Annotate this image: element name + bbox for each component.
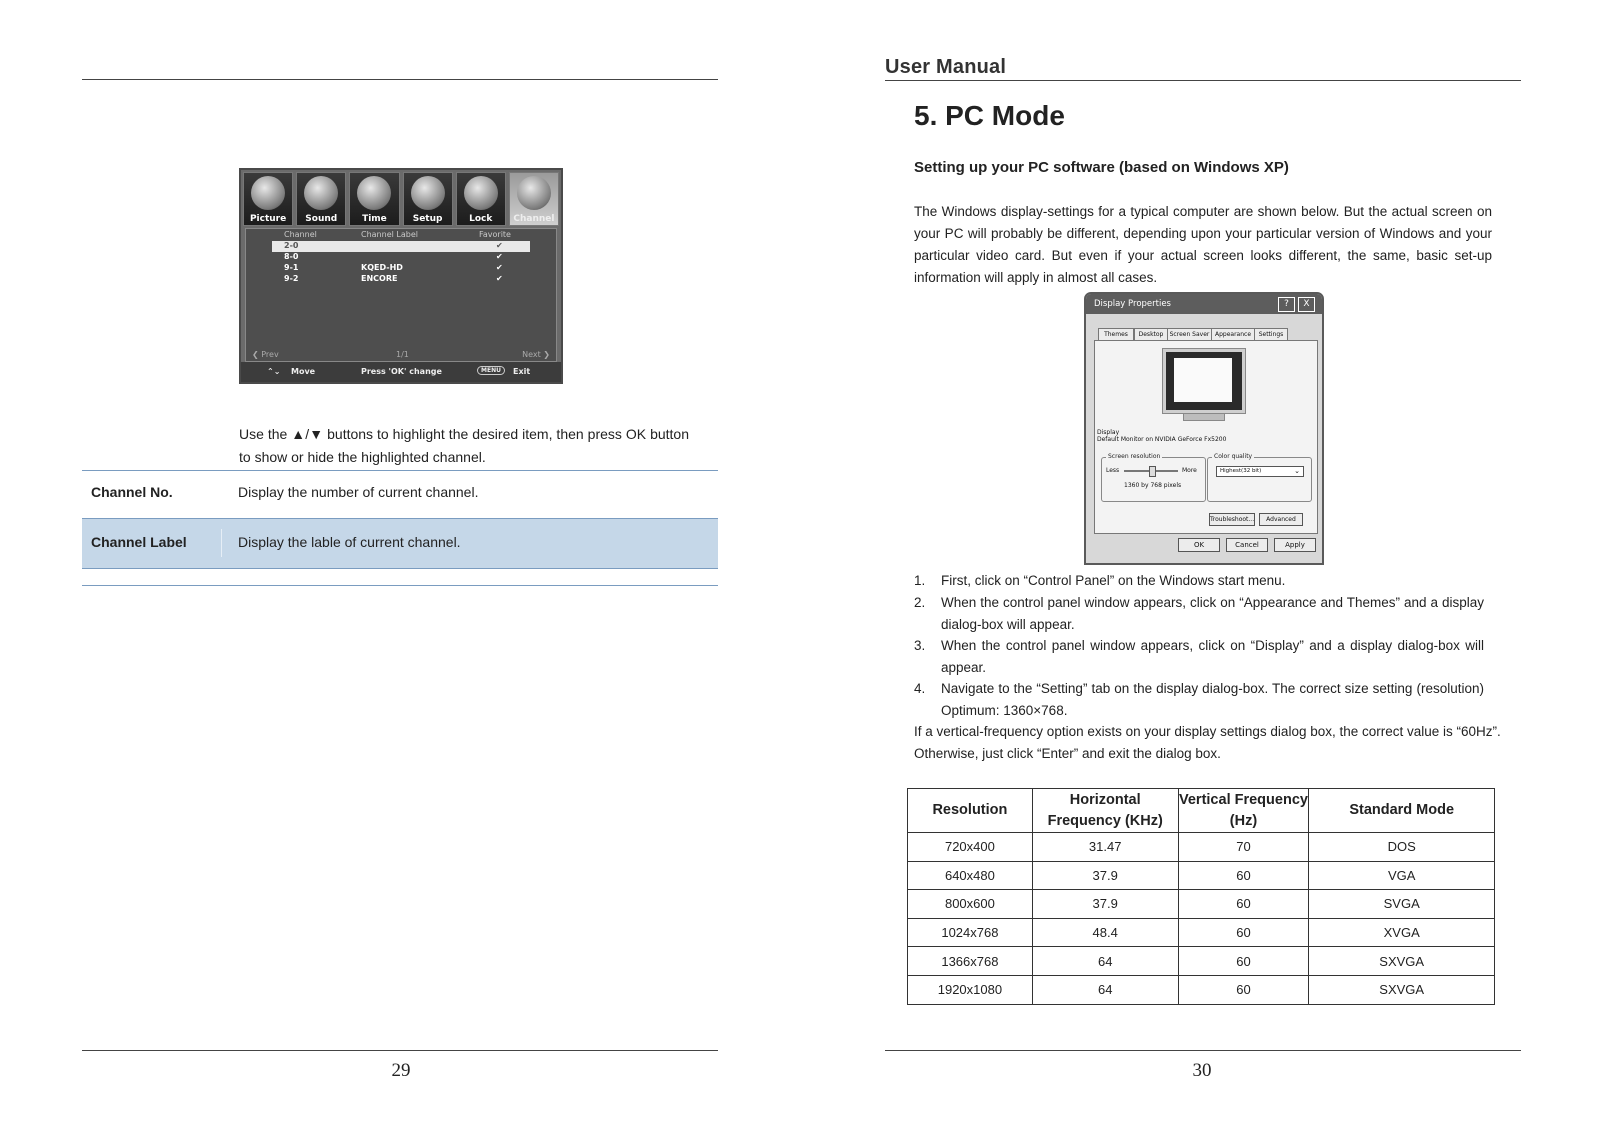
note-line-2: Otherwise, just click “Enter” and exit the dialog box. [914,746,1221,761]
header-resolution: Resolution [908,789,1033,833]
gear-icon [411,176,445,210]
osd-footer [241,362,561,382]
table-cell: 60 [1178,890,1309,919]
osd-tab-sound [296,172,346,226]
intro-paragraph: The Windows display-settings for a typical computer are shown below. But the actual screen on your PC will probably be different, depending upon your particular version of Windows and your particular video card. But even if your actual screen looks different, the same, basic set-up information will apply in almost all cases. [914,204,1492,285]
table-cell: VGA [1309,861,1495,890]
header-horizontal-frequency: Horizontal Frequency (KHz) [1032,789,1178,833]
osd-next: Next ❯ [522,350,550,359]
step-number: 2. [914,595,926,610]
osd-channel-number: 9-2 [284,274,299,283]
color-quality-group [1207,453,1312,502]
osd-channel-number: 9-1 [284,263,299,272]
osd-footer-ok: Press 'OK' change [361,367,442,376]
tab-appearance: Appearance [1211,328,1255,341]
osd-tab-picture [243,172,293,226]
step-number: 3. [914,638,926,653]
more-label: More [1182,467,1197,474]
table-cell: 640x480 [908,861,1033,890]
tv-osd-screenshot [239,168,563,384]
display-label: Display [1097,429,1120,436]
color-quality-value: Highest(32 bit) [1220,468,1262,474]
osd-footer-exit: Exit [513,367,531,376]
instruction-paragraph: Use the ▲/▼ buttons to highlight the desired item, then press OK button to show or hide the highlighted channel. [239,426,689,465]
osd-col-channel: Channel [284,230,317,239]
osd-tab-lock [456,172,506,226]
table-cell: SVGA [1309,890,1495,919]
column-divider [221,529,222,557]
row-key: Channel No. [91,484,173,500]
osd-col-favorite: Favorite [479,230,511,239]
table-row [908,918,1495,947]
ok-button: OK [1178,538,1220,552]
osd-col-label: Channel Label [361,230,418,239]
row-value: Display the number of current channel. [238,484,479,500]
tab-desktop: Desktop [1134,328,1168,341]
osd-tab-label: Sound [305,214,338,224]
left-footer-rule [82,1050,718,1051]
page-number-right: 30 [1192,1060,1212,1081]
osd-page-indicator: 1/1 [396,350,409,359]
apply-button: Apply [1274,538,1316,552]
osd-tab-label: Setup [412,214,443,224]
screen-resolution-label: Screen resolution [1108,453,1161,460]
osd-tab-label: Time [362,214,387,224]
chevron-down-icon: ⌄ [1294,467,1300,475]
header-vertical-frequency: Vertical Frequency (Hz) [1178,789,1309,833]
check-icon: ✔ [496,252,503,261]
table-cell: 720x400 [908,833,1033,862]
monitor-stand [1183,413,1225,421]
osd-channel-list [245,228,557,362]
left-header-rule [82,79,718,80]
slider-handle [1149,466,1156,477]
cancel-button: Cancel [1226,538,1268,552]
osd-list-item [246,252,556,263]
troubleshoot-button: Troubleshoot... [1209,513,1255,526]
table-rule-bottom [82,585,718,586]
table-cell: 1366x768 [908,947,1033,976]
table-cell: 64 [1032,975,1178,1004]
resolution-frequency-table [907,788,1495,1005]
table-cell: SXVGA [1309,947,1495,976]
osd-channel-number: 2-0 [284,241,299,250]
table-cell: SXVGA [1309,975,1495,1004]
display-value: Default Monitor on NVIDIA GeForce Fx5200 [1097,436,1227,443]
check-icon: ✔ [496,241,503,250]
padlock-icon [464,176,498,210]
table-cell: 1024x768 [908,918,1033,947]
step-number: 4. [914,681,926,696]
table-cell: 1920x1080 [908,975,1033,1004]
less-label: Less [1106,467,1120,474]
table-cell: 60 [1178,947,1309,976]
color-quality-select [1216,466,1304,477]
section-title: 5. PC Mode [914,100,1065,131]
table-cell: 60 [1178,861,1309,890]
dialog-title: Display Properties [1094,299,1171,309]
step-text: Navigate to the “Setting” tab on the display dialog-box. The correct size setting (resolution) Optimum: 1360×768. [941,681,1484,718]
monitor-screen [1174,358,1232,402]
page-number-left: 29 [391,1060,411,1081]
table-cell: 64 [1032,947,1178,976]
osd-menu-tabs [243,172,559,226]
step-text: First, click on “Control Panel” on the Windows start menu. [941,573,1286,588]
osd-tab-label: Channel [513,214,555,224]
note-line-1: If a vertical-frequency option exists on your display settings dialog box, the correct value is “60Hz”. [914,724,1501,739]
step-number: 1. [914,573,926,588]
header-title: User Manual [885,56,1007,78]
clock-icon [357,176,391,210]
osd-tab-label: Lock [469,214,493,224]
check-icon: ✔ [496,263,503,272]
table-cell: 60 [1178,918,1309,947]
color-quality-label: Color quality [1214,453,1253,460]
table-rule-top [82,470,718,471]
satellite-dish-icon [517,176,551,210]
table-cell: DOS [1309,833,1495,862]
osd-highlight-row [272,241,530,252]
help-button: ? [1278,297,1295,312]
osd-tab-label: Picture [249,214,287,224]
osd-channel-label: KQED-HD [361,263,403,272]
table-cell: 31.47 [1032,833,1178,862]
osd-tab-setup [403,172,453,226]
row-key: Channel Label [91,534,187,550]
subheading: Setting up your PC software (based on Windows XP) [914,159,1289,176]
table-row [908,947,1495,976]
table-header-row [908,789,1495,833]
resolution-value: 1360 by 768 pixels [1124,482,1182,489]
table-row [82,484,718,508]
table-row-highlighted [82,518,718,569]
osd-list-header [246,230,556,241]
osd-list-item [246,274,556,285]
table-row [908,890,1495,919]
table-cell: 37.9 [1032,861,1178,890]
table-cell: 800x600 [908,890,1033,919]
speaker-icon [304,176,338,210]
close-button: X [1298,297,1315,312]
table-cell: 70 [1178,833,1309,862]
right-header-rule [885,80,1521,81]
osd-channel-number: 8-0 [284,252,299,261]
tab-themes: Themes [1098,328,1134,341]
monitor-icon [1163,349,1245,413]
table-cell: 37.9 [1032,890,1178,919]
row-value: Display the lable of current channel. [238,534,461,550]
display-properties-dialog [1084,292,1324,565]
table-cell: 60 [1178,975,1309,1004]
header-standard-mode: Standard Mode [1309,789,1495,833]
osd-footer-move: Move [291,367,316,376]
channel-info-table [82,470,718,590]
step-text: When the control panel window appears, click on “Appearance and Themes” and a display dialog-box will appear. [941,595,1484,632]
settings-panel [1094,340,1318,534]
table-cell: 48.4 [1032,918,1178,947]
camera-icon [251,176,285,210]
tab-screen-saver: Screen Saver [1167,328,1212,341]
osd-tab-time [349,172,399,226]
osd-tab-channel [509,172,559,226]
osd-list-item [246,263,556,274]
right-footer-rule [885,1050,1521,1051]
check-icon: ✔ [496,274,503,283]
osd-prev: ❮ Prev [252,350,279,359]
screen-resolution-group [1101,453,1206,502]
table-row [908,833,1495,862]
advanced-button: Advanced [1259,513,1303,526]
menu-key-icon: MENU [477,366,505,375]
osd-channel-label: ENCORE [361,274,398,283]
tab-settings: Settings [1254,328,1288,341]
up-down-arrows-icon: ⌃⌄ [267,367,281,376]
table-row [908,975,1495,1004]
step-text: When the control panel window appears, click on “Display” and a display dialog-box will appear. [941,638,1484,675]
table-row [908,861,1495,890]
table-cell: XVGA [1309,918,1495,947]
